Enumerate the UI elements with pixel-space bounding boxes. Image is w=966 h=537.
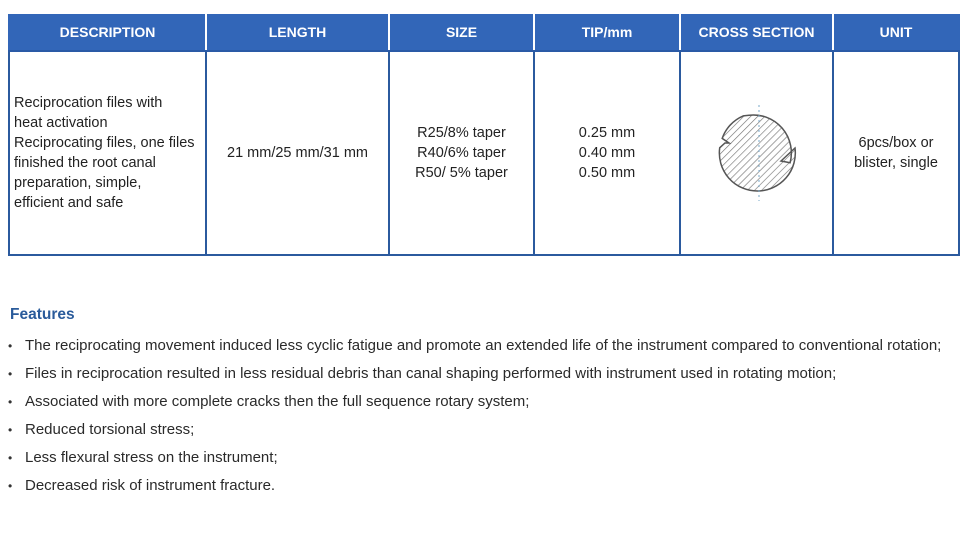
unit-cell (833, 51, 959, 255)
tip-value: 0.50 mm (578, 165, 636, 181)
feature-text: Files in reciprocation resulted in less residual debris than canal shaping performed with instrument used in rotating motion; (25, 365, 837, 382)
feature-text: Decreased risk of instrument fracture. (25, 477, 276, 494)
description-cell (9, 51, 206, 255)
table-header-row (9, 14, 959, 51)
header-size: SIZE (389, 14, 534, 51)
header-cross-section: CROSS SECTION (680, 14, 833, 51)
feature-text: The reciprocating movement induced less cyclic fatigue and promote an extended life of the instrument compared to conventional rotation; (25, 337, 942, 354)
features-list (8, 332, 958, 500)
header-unit: UNIT (833, 14, 959, 51)
bullet-dot-icon: • (8, 395, 13, 409)
list-item (8, 332, 958, 360)
feature-text: Less flexural stress on the instrument; (25, 449, 278, 466)
description-line: Reciprocating files, one files (14, 135, 195, 151)
header-description: DESCRIPTION (9, 14, 206, 51)
cross-section-cell (680, 51, 833, 255)
feature-text: Associated with more complete cracks then the full sequence rotary system; (25, 393, 530, 410)
size-value: R50/ 5% taper (415, 165, 508, 181)
size-cell (389, 51, 534, 255)
bullet-dot-icon: • (8, 339, 13, 353)
description-line: heat activation (14, 115, 108, 131)
unit-value: 6pcs/box or (858, 135, 934, 151)
tip-value: 0.40 mm (578, 145, 636, 161)
feature-text: Reduced torsional stress; (25, 421, 195, 438)
features-heading: Features (10, 306, 75, 323)
list-item (8, 472, 958, 500)
description-line: preparation, simple, (14, 175, 142, 191)
description-line: finished the root canal (14, 155, 156, 171)
length-cell: 21 mm/25 mm/31 mm (206, 51, 389, 255)
table-row (9, 51, 959, 255)
bullet-dot-icon: • (8, 367, 13, 381)
list-item (8, 360, 958, 388)
list-item (8, 388, 958, 416)
bullet-dot-icon: • (8, 479, 13, 493)
tip-value: 0.25 mm (578, 125, 636, 141)
list-item (8, 444, 958, 472)
unit-value: blister, single (854, 155, 938, 171)
product-spec-table (8, 14, 960, 256)
size-value: R40/6% taper (417, 145, 506, 161)
header-length: LENGTH (206, 14, 389, 51)
bullet-dot-icon: • (8, 451, 13, 465)
header-tip: TIP/mm (534, 14, 680, 51)
list-item (8, 416, 958, 444)
tip-cell (534, 51, 680, 255)
cross-section-diagram-icon (707, 103, 807, 203)
description-line: Reciprocation files with (14, 95, 163, 111)
description-line: efficient and safe (14, 195, 124, 211)
size-value: R25/8% taper (417, 125, 506, 141)
bullet-dot-icon: • (8, 423, 13, 437)
cross-section-wrapper (685, 103, 828, 203)
